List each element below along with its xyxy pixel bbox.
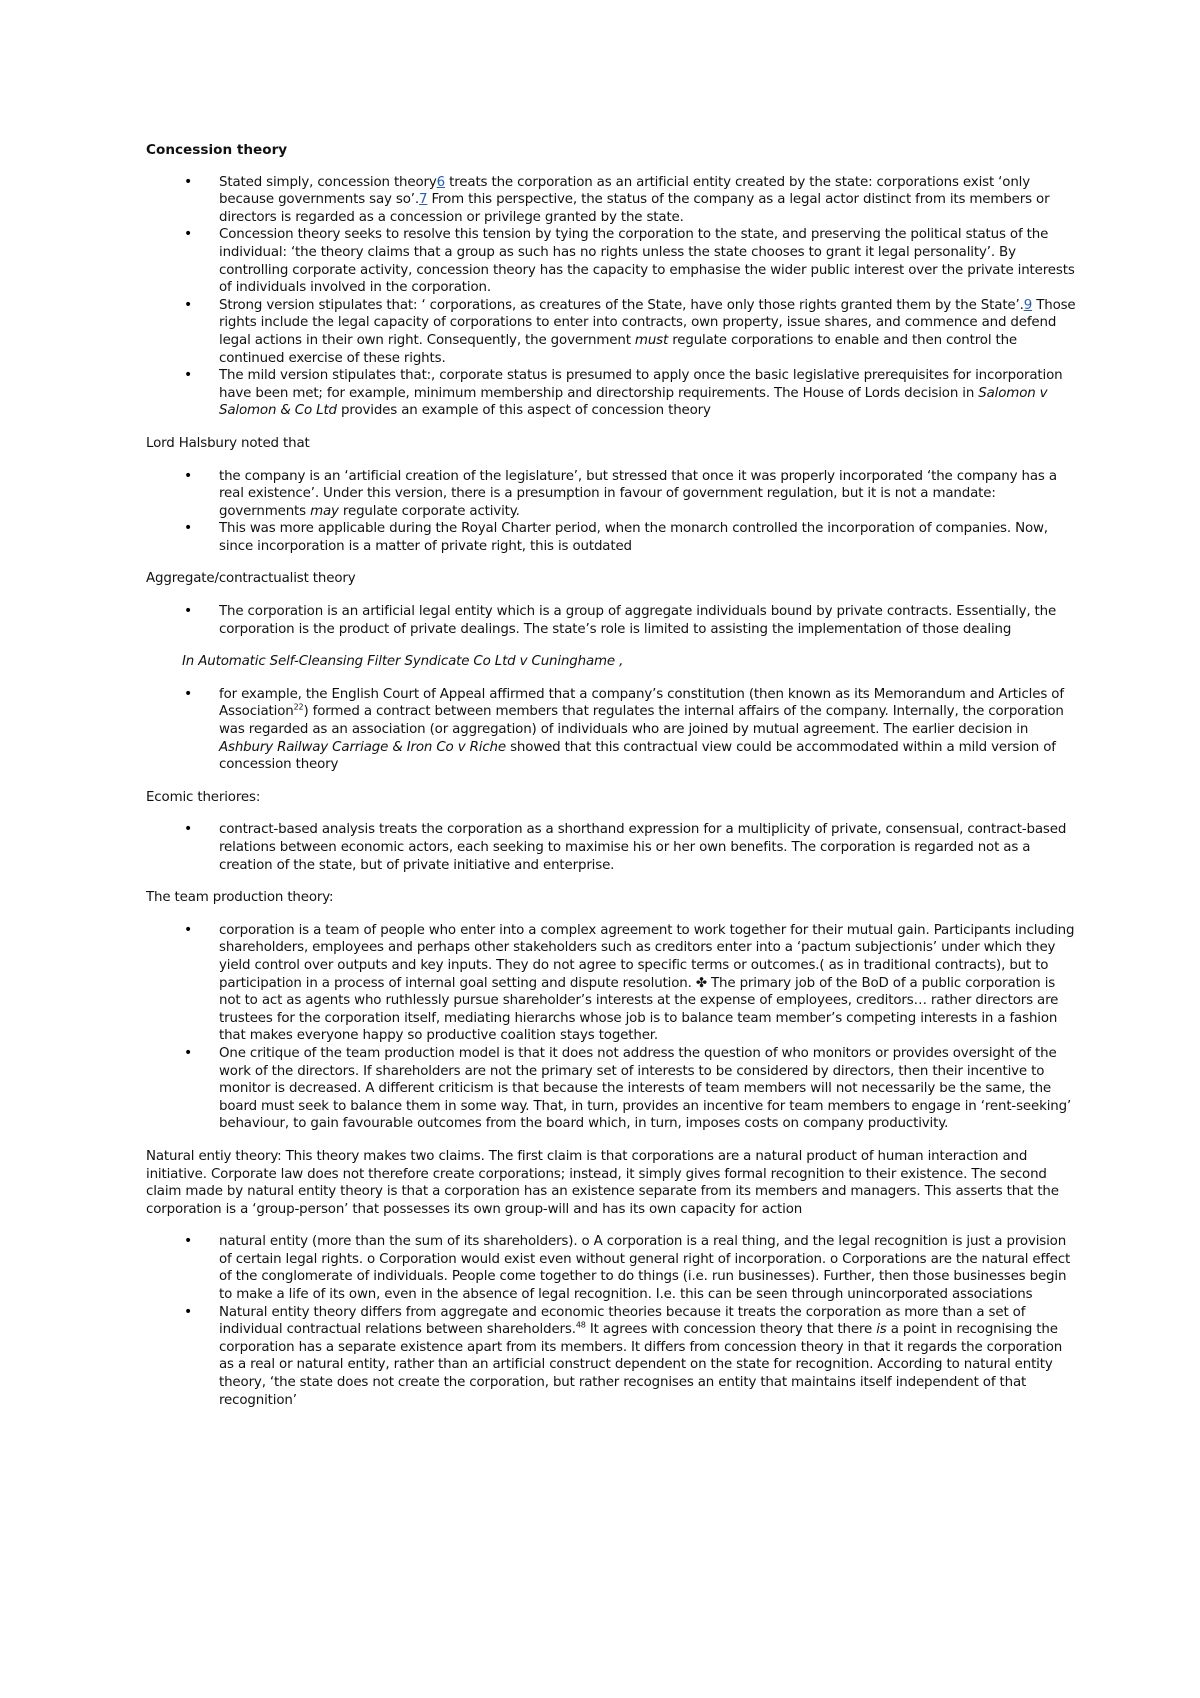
text-segment: a point in recognising the corporation has a separate existence apart from its members. It differs from concession theory in that it regards the corporation as a real or natural entity, rather than an artificial construct dependent on the state for recognition. According to natural entity theory, ‘the state does not create the corporation, but rather recognises an entity that maintains itself independent of that recognition’ [219, 1322, 1063, 1408]
halsbury-intro: Lord Halsbury noted that [146, 435, 310, 451]
list-item [146, 603, 1080, 638]
list-item [146, 821, 1080, 874]
text-segment: natural entity (more than the sum of its shareholders). o A corporation is a real thing, and the legal recognition is just a provision of certain legal rights. o Corporation would exist even without general right of incorporation. o Corporations are the natural effect of the conglomerate of individuals. People come together to do things (i.e. run businesses). Further, then those businesses begin to make a life of its own, even in the absence of legal recognition. I.e. this can be seen through unincorporated associations [219, 1234, 1071, 1303]
aggregate-list [146, 603, 1080, 638]
footnote-link[interactable]: 9 [1023, 297, 1033, 313]
text-segment: for example, the English Court of Appeal affirmed that a company’s constitution (then known as its Memorandum and Articles of Association [219, 686, 1064, 720]
footnote-marker: 22 [293, 702, 304, 712]
list-item [146, 468, 1080, 521]
emphasis: is [876, 1322, 887, 1338]
text-segment: Natural entity theory differs from aggregate and economic theories because it treats the corporation as more than a set of individual contractual relations between shareholders. [219, 1304, 1026, 1338]
natural-entity-paragraph: Natural entiy theory: This theory makes two claims. The first claim is that corporations are a natural product of human interaction and initiative. Corporate law does not therefore create corporations; instead, it simply gives formal recognition to their existence. The second claim made by natural entity theory is that a corporation has an existence separate from its members and managers. This asserts that the corporation is a ‘group-person’ that possesses its own group-will and has its own capacity for action [146, 1148, 1059, 1217]
list-item [146, 297, 1080, 367]
text-segment: ) formed a contract between members that regulates the internal affairs of the company. Internally, the corporation was regarded as an association (or aggregation) of individuals who are joined by mutual agreement. The earlier decision in [219, 704, 1064, 738]
list-item [146, 922, 1080, 1045]
team-heading: The team production theory: [146, 890, 334, 906]
list-item [146, 367, 1080, 420]
text-segment: Strong version stipulates that: ‘ corporations, as creatures of the State, have only those rights granted them by the State’. [219, 297, 1024, 313]
list-item [146, 1045, 1080, 1133]
text-segment: Stated simply, concession theory [219, 174, 437, 190]
list-item [146, 686, 1080, 774]
case-name: Salomon v Salomon & Co Ltd [219, 385, 1048, 419]
list-item [146, 174, 1080, 227]
aggregate-heading: Aggregate/contractualist theory [146, 571, 356, 587]
text-segment: the company is an ‘artificial creation of the legislature’, but stressed that once it was properly incorporated ‘the company has a real existence’. Under this version, there is a presumption in favour of government regulation, but it is not a mandate: governments [219, 468, 1057, 519]
page-title: Concession theory [146, 142, 288, 158]
text-segment: contract-based analysis treats the corporation as a shorthand expression for a multiplicity of private, consensual, contract-based relations between economic actors, each seeking to maximise his or her own benefits. The corporation is regarded not as a creation of the state, but of private initiative and enterprise. [219, 822, 1067, 873]
concession-list [146, 174, 1080, 420]
emphasis: must [634, 332, 669, 348]
text-segment: Those rights include the legal capacity of corporations to enter into contracts, own property, issue shares, and commence and defend legal actions in their own right. Consequently, the government [219, 297, 1076, 348]
text-segment: corporation is a team of people who enter into a complex agreement to work together for their mutual gain. Participants including shareholders, employees and perhaps other stakeholders such as creditors enter into a ‘pactum subjectionis’ under which they yield control over outputs and key inputs. They do not agree to specific terms or outcomes.( as in traditional contracts), but to participation in a process of internal goal setting and dispute resolution. ✤ The primary job of the BoD of a public corporation is not to act as agents who ruthlessly pursue shareholder’s interests at the expense of employees, creditors… rather directors are trustees for the corporation itself, mediating hierarchs whose job is to balance team member’s competing interests in a fashion that makes everyone happy so productive coalition stays together. [219, 922, 1075, 1044]
text-segment: It agrees with concession theory that there [585, 1322, 877, 1338]
case-name: Ashbury Railway Carriage & Iron Co v Riche [219, 739, 506, 755]
footnote-marker: 48 [575, 1320, 586, 1330]
text-segment: The mild version stipulates that:, corporate status is presumed to apply once the basic legislative prerequisites for incorporation have been met; for example, minimum membership and directorship requirements. The House of Lords decision in [219, 368, 1063, 401]
emphasis: may [310, 503, 339, 519]
text-segment: showed that this contractual view could be accommodated within a mild version of concession theory [219, 739, 1056, 773]
text-segment: One critique of the team production model is that it does not address the question of who monitors or provides oversight of the work of the directors. If shareholders are not the primary set of interests to be considered by directors, then their incentive to monitor is decreased. A different criticism is that because the interests of team members will not necessarily be the same, the board must seek to balance them in some way. That, in turn, provides an incentive for team members to engage in ‘rent-seeking’ behaviour, to gain favourable outcomes from the board which, in turn, imposes costs on company productivity. [219, 1045, 1072, 1132]
text-segment: This was more applicable during the Royal Charter period, when the monarch controlled the incorporation of companies. Now, since incorporation is a matter of private right, this is outdated [219, 521, 1048, 554]
text-segment: regulate corporate activity. [338, 503, 520, 519]
halsbury-list [146, 468, 1080, 556]
text-segment: The corporation is an artificial legal entity which is a group of aggregate individuals bound by private contracts. Essentially, the corporation is the product of private dealings. The state’s role is limited to assisting the implementation of those dealing [219, 604, 1057, 637]
list-item [146, 1233, 1080, 1303]
list-item [146, 520, 1080, 555]
list-item [146, 226, 1080, 296]
text-segment: Concession theory seeks to resolve this tension by tying the corporation to the state, and preserving the political status of the individual: ‘the theory claims that a group as such has no rights unless the state chooses to grant it legal personality’. By controlling corporate activity, concession theory has the capacity to emphasise the wider public interest over the private interests of individuals involved in the corporation. [219, 227, 1075, 296]
text-segment: regulate corporations to enable and then control the continued exercise of these rights. [219, 332, 1018, 366]
list-item [146, 1304, 1080, 1410]
economic-heading: Ecomic theriores: [146, 789, 261, 805]
text-segment: provides an example of this aspect of concession theory [336, 403, 711, 419]
footnote-link[interactable]: 6 [436, 174, 446, 190]
text-segment: treats the corporation as an artificial entity created by the state: corporations exist ‘only because governments say so’. [219, 174, 1030, 208]
text-segment: From this perspective, the status of the company as a legal actor distinct from its members or directors is regarded as a concession or privilege granted by the state. [219, 192, 1050, 225]
economic-list [146, 821, 1080, 874]
team-list [146, 922, 1080, 1133]
natural-list [146, 1233, 1080, 1409]
example-list [146, 686, 1080, 774]
footnote-link[interactable]: 7 [418, 192, 428, 208]
case-line: In Automatic Self-Cleansing Filter Syndicate Co Ltd v Cuninghame , [182, 654, 624, 670]
